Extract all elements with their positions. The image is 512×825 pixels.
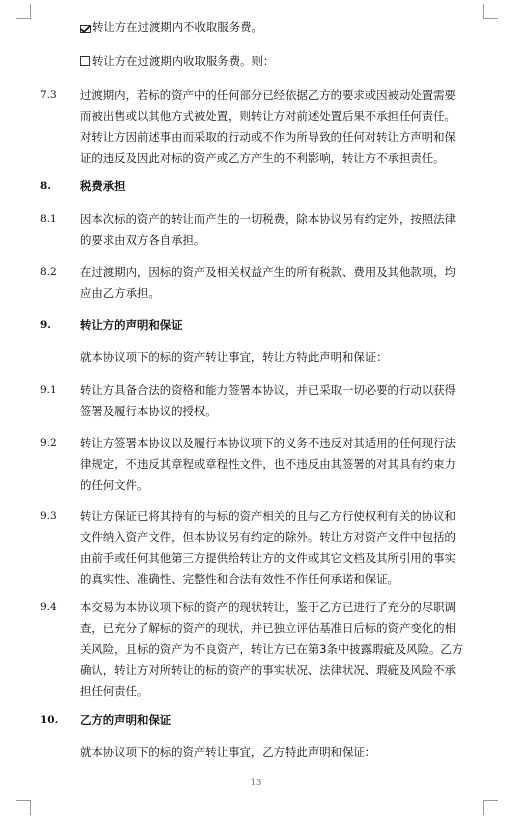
- section-title: 乙方的声明和保证: [80, 713, 172, 727]
- section-number: 10.: [40, 714, 59, 726]
- crop-mark-bottom-left: [16, 800, 31, 815]
- section-intro: 就本协议项下的标的资产转让事宜，乙方特此声明和保证：: [80, 745, 377, 759]
- section-intro: 就本协议项下的标的资产转让事宜，转让方特此声明和保证：: [80, 350, 388, 364]
- clause-number: 8.2: [40, 266, 57, 278]
- crop-mark-top-left: [16, 4, 31, 19]
- clause-number: 8.1: [40, 213, 57, 225]
- option-no-fee: 转让方在过渡期内不收取服务费。: [92, 20, 263, 34]
- page-number: 13: [250, 778, 262, 788]
- clause-number: 9.3: [40, 510, 57, 522]
- clause-9-4-text: 本交易为本协议项下标的资产的现状转让，鉴于乙方已进行了充分的尽职调 查，已充分了解标的资产的现状，并已独立评估基准日后标的资产变化的相 关风险，且标的资产为不良资产，转让方已在第3条中披露瑕疵及风险。乙方 确认，转让方对所转让的标的资产的事实状况、法律状况、瑕疵及风险不承 担任何责任。: [80, 600, 464, 698]
- clause-7-3-text: 过渡期内，若标的资产中的任何部分已经依据乙方的要求或因被动处置需要 而被出售或以其他方式被处置，则转让方对前述处置后果不承担任何责任。 对转让方因前述事由而采取的行动或不作为所导致的任何对转让方声明和保 证的违反及因此对标的资产或乙方产生的不利影响，转让方不承担责任。: [80, 88, 456, 165]
- clause-number: 7.3: [40, 89, 57, 101]
- option-charge-fee: 转让方在过渡期内收取服务费。则：: [80, 51, 274, 72]
- clause-number: 9.4: [40, 601, 57, 613]
- crop-mark-bottom-right: [483, 800, 498, 815]
- clause-9-3-text: 转让方保证已将其持有的与标的资产相关的且与乙方行使权利有关的协议和 文件纳入资产文件，但本协议另有约定的除外。转让方对资产文件中包括的 由前手或任何其他第三方提供给转让方的文件或其它文档及其所引用的事实 的真实性、准确性、完整性和合法有效性不作任何承诺和保证。: [80, 509, 456, 586]
- section-title: 税费承担: [80, 179, 126, 193]
- section-title: 转让方的声明和保证: [80, 318, 183, 332]
- crop-mark-top-right: [483, 4, 498, 19]
- clause-number: 9.2: [40, 437, 57, 449]
- clause-number: 9.1: [40, 384, 57, 396]
- checked-checkbox-icon: [80, 25, 91, 33]
- clause-8-2-text: 在过渡期内，因标的资产及相关权益产生的所有税款、费用及其他款项，均 应由乙方承担。: [80, 265, 456, 300]
- section-number: 9.: [40, 319, 51, 331]
- clause-9-1-text: 转让方具备合法的资格和能力签署本协议，并已采取一切必要的行动以获得 签署及履行本协议的授权。: [80, 383, 456, 418]
- unchecked-checkbox-icon: [80, 56, 90, 66]
- section-number: 8.: [40, 180, 51, 192]
- clause-9-2-text: 转让方签署本协议以及履行本协议项下的义务不违反对其适用的任何现行法 律规定，不违反其章程或章程性文件，也不违反由其签署的对其具有约束力 的任何文件。: [80, 436, 456, 492]
- clause-8-1-text: 因本次标的资产的转让而产生的一切税费，除本协议另有约定外，按照法律 的要求由双方各自承担。: [80, 212, 456, 247]
